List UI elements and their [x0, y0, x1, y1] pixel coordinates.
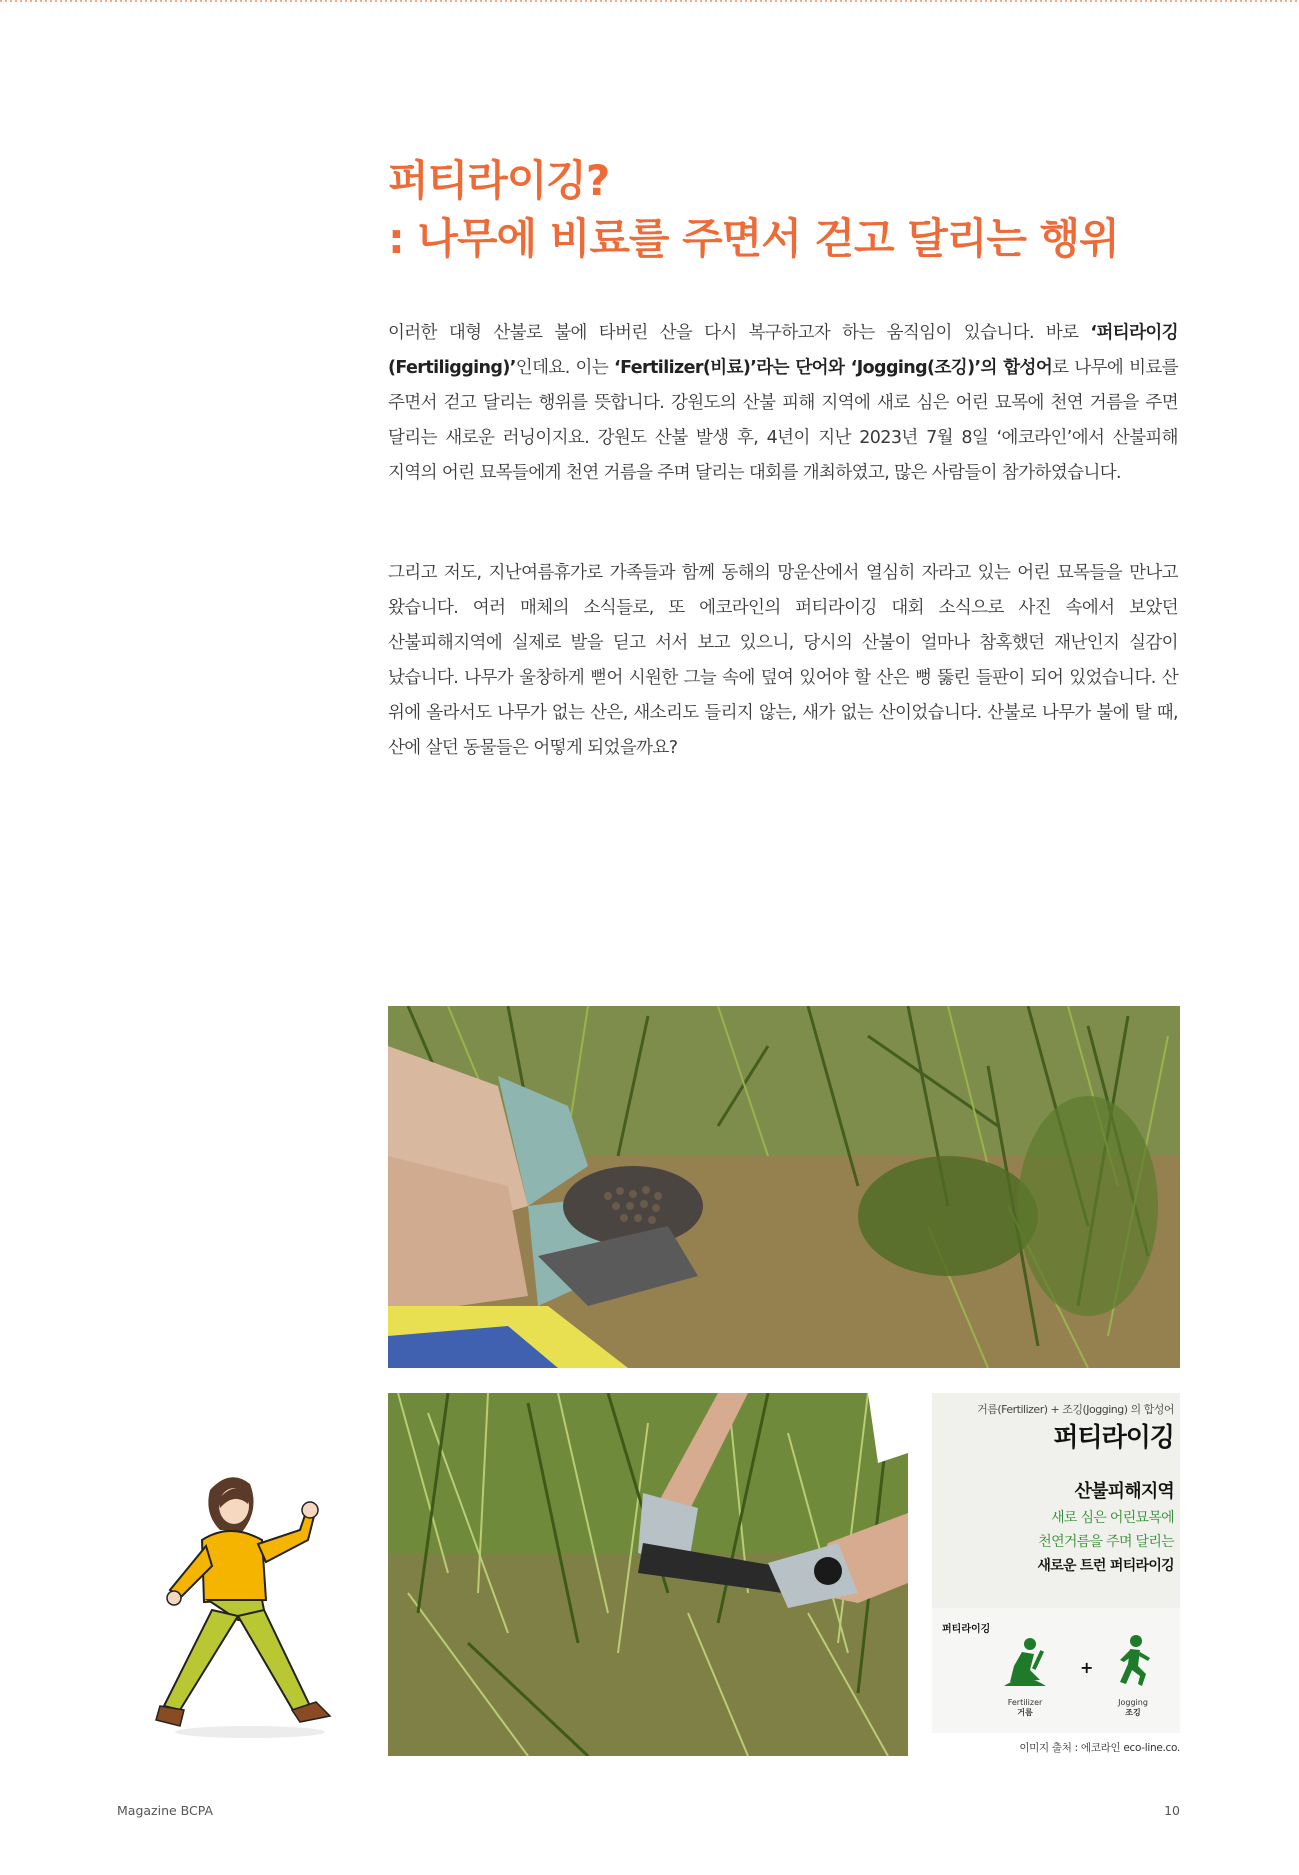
fertilizer-photo-illustration	[388, 1006, 1180, 1368]
card-line-1: 새로 심은 어린묘목에	[1051, 1510, 1174, 1526]
jogging-caption-en: Jogging	[1118, 1698, 1148, 1707]
digging-hands-photo	[388, 1393, 908, 1756]
para1-bold-2: ‘Fertilizer(비료)’라는 단어와 ‘Jogging(조깅)’의 합성어	[614, 358, 1053, 378]
footer-magazine-name: Magazine BCPA	[117, 1803, 214, 1818]
para1-text-3: 로 나무에 비료를 주면서 걷고 달리는 행위를 뜻합니다. 강원도의 산불 피해 지역에 새로 심은 어린 묘목에 천연 거름을 주면 달리는 새로운 러닝이지요. 강원도 산불 발생 후, 4년이 지난 2023년 7월 8일 ‘에코라인’에서 산불피해 지역의 어린 묘목들에게 천연 거름을 주며 달리는 대회를 개최하였고, 많은 사람들이 참가하였습니다.	[388, 358, 1179, 483]
title-line-2: : 나무에 비료를 주면서 걷고 달리는 행위	[388, 214, 1119, 263]
title-line-1: 퍼티라이깅?	[388, 156, 610, 205]
fertiligging-info-card	[932, 1393, 1180, 1733]
jogging-caption	[1098, 1698, 1168, 1718]
card-subtitle: 거름(Fertilizer) + 조깅(Jogging) 의 합성어	[977, 1403, 1174, 1416]
fertilizer-caption-en: Fertilizer	[1007, 1698, 1043, 1707]
body-paragraph-2: 그리고 저도, 지난여름휴가로 가족들과 함께 동해의 망운산에서 열심히 자라고 있는 어린 묘목들을 만나고 왔습니다. 여러 매체의 소식들로, 또 에코라인의 퍼티라이깅 대회 소식으로 사진 속에서 보았던 산불피해지역에 실제로 발을 딛고 서서 보고 있으니, 당시의 산불이 얼마나 참혹했던 재난인지 실감이 났습니다. 나무가 울창하게 뻗어 시원한 그늘 속에 덮여 있어야 할 산은 뻥 뚫린 들판이 되어 있었습니다. 산 위에 올라서도 나무가 없는 산은, 새소리도 들리지 않는, 새가 없는 산이었습니다. 산불로 나무가 불에 탈 때, 산에 살던 동물들은 어떻게 되었을까요?	[388, 563, 1178, 758]
para1-text-2: 인데요. 이는	[515, 358, 615, 378]
card-bottom-label: 퍼티라이깅	[942, 1624, 991, 1635]
fertilizer-hands-photo	[388, 1006, 1180, 1368]
jogging-icon	[1108, 1634, 1158, 1690]
digging-photo-illustration	[388, 1393, 908, 1756]
fertilizer-icon	[1000, 1636, 1050, 1692]
card-title: 퍼티라이깅	[1053, 1423, 1174, 1453]
walking-woman-illustration	[150, 1470, 350, 1740]
plus-sign: +	[1080, 1658, 1094, 1677]
jogging-caption-ko: 조깅	[1125, 1708, 1141, 1717]
card-icon-panel	[932, 1608, 1180, 1733]
card-heading: 산불피해지역	[1074, 1481, 1174, 1502]
card-line-3: 새로운 트런 퍼티라이깅	[1037, 1558, 1174, 1574]
para1-bold-1: ‘퍼티라이깅(Fertiligging)’	[388, 323, 1178, 378]
fertilizer-caption	[990, 1698, 1060, 1718]
fertilizer-caption-ko: 거름	[1017, 1708, 1033, 1717]
page-title	[388, 152, 1248, 268]
footer-page-number: 10	[1164, 1803, 1180, 1818]
image-credit: 이미지 출처 : 에코라인 eco-line.co.	[1019, 1742, 1180, 1754]
body-paragraph-1	[388, 316, 1178, 491]
card-line-2: 천연거름을 주며 달리는	[1038, 1534, 1174, 1550]
para1-text-1: 이러한 대형 산불로 불에 타버린 산을 다시 복구하고자 하는 움직임이 있습니다. 바로	[388, 323, 1091, 343]
top-dotted-border	[0, 0, 1299, 2]
